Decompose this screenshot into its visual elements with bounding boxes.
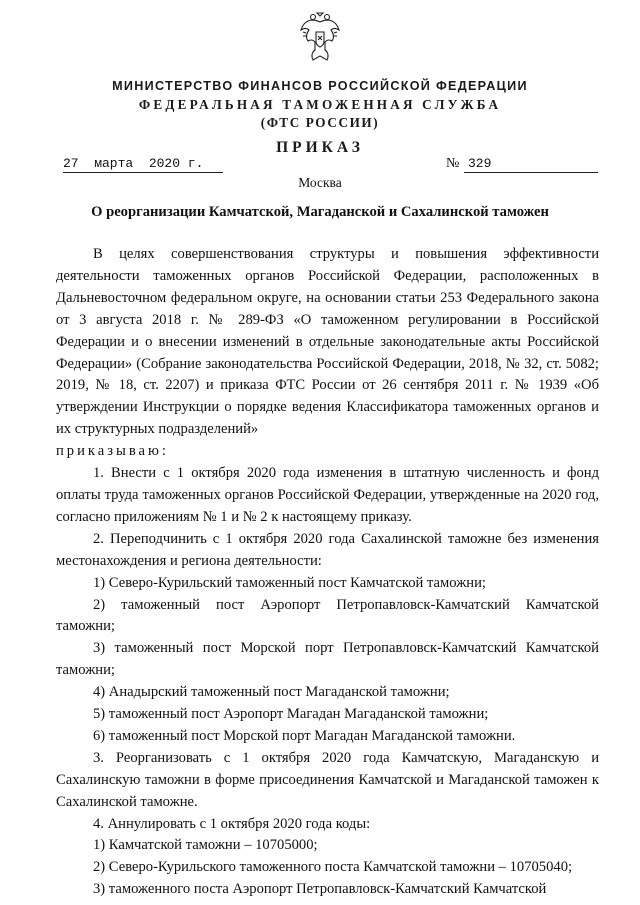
list-item: 2) Северо-Курильского таможенного поста Камчатской таможни – 10705040; [93, 859, 573, 876]
order-date: 27 марта 2020 г. [63, 156, 223, 173]
list-item: 6) таможенный пост Морской порт Магадан Магаданской таможни. [93, 727, 516, 744]
list-item: 1) Камчатской таможни – 10705000; [93, 837, 318, 854]
order-number-label: № [446, 156, 460, 171]
list-item: 1) Северо-Курильский таможенный пост Камчатской таможни; [93, 574, 486, 591]
list-item: 4) Анадырский таможенный пост Магаданской таможни; [93, 684, 450, 701]
paragraph: 4. Аннулировать с 1 октября 2020 года коды: [93, 815, 371, 832]
coat-of-arms-icon [298, 10, 342, 64]
ministry-name: МИНИСТЕРСТВО ФИНАНСОВ РОССИЙСКОЙ ФЕДЕРАЦИИ [112, 79, 528, 93]
service-name: ФЕДЕРАЛЬНАЯ ТАМОЖЕННАЯ СЛУЖБА [138, 97, 502, 112]
list-item: 2) таможенный пост Аэропорт Петропавловск-Камчатский Камчатской таможни; [56, 596, 599, 635]
order-word: приказываю: [56, 443, 169, 460]
paragraph: 3. Реорганизовать с 1 октября 2020 года Камчатскую, Магаданскую и Сахалинскую таможни в форме присоединения Камчатской и Магаданской таможен к Сахалинской таможне. [56, 749, 599, 810]
paragraph: 1. Внести с 1 октября 2020 года изменения в штатную численность и фонд оплаты труда таможенных органов Российской Федерации, утвержденные на 2020 год, согласно приложениям № 1 и № 2 к настоящему приказу. [56, 465, 599, 525]
service-abbreviation: (ФТС РОССИИ) [260, 115, 380, 130]
document-title: О реорганизации Камчатской, Магаданской и Сахалинской таможен [91, 204, 549, 220]
document-body [56, 244, 599, 901]
list-item: 3) таможенный пост Морской порт Петропавловск-Камчатский Камчатской таможни; [56, 640, 599, 679]
list-item: 3) таможенного поста Аэропорт Петропавловск-Камчатский Камчатской [93, 881, 547, 898]
city: Москва [298, 175, 342, 190]
paragraph: 2. Переподчинить с 1 октября 2020 года Сахалинской таможне без изменения местонахождения и региона деятельности: [56, 530, 599, 569]
list-item: 5) таможенный пост Аэропорт Магадан Магаданской таможни; [93, 706, 489, 723]
order-number: 329 [464, 156, 598, 173]
document-type: ПРИКАЗ [276, 139, 364, 156]
preamble: В целях совершенствования структуры и повышения эффективности деятельности таможенных органов Российской Федерации, расположенных в Дальневосточном федеральном округе, на основании статьи 253 Федерального закона от 3 августа 2018 г. № 289-ФЗ «О таможенном регулировании в Российской Федерации и о внесении изменений в отдельные законодательные акты Российской Федерации» (Собрание законодательства Российской Федерации, 2018, № 32, ст. 5082; 2019, № 18, ст. 2207) и приказа ФТС России от 26 сентября 2011 г. № 1939 «Об утверждении Инструкции о порядке ведения Классификатора таможенных органов и их структурных подразделений» [56, 246, 599, 438]
